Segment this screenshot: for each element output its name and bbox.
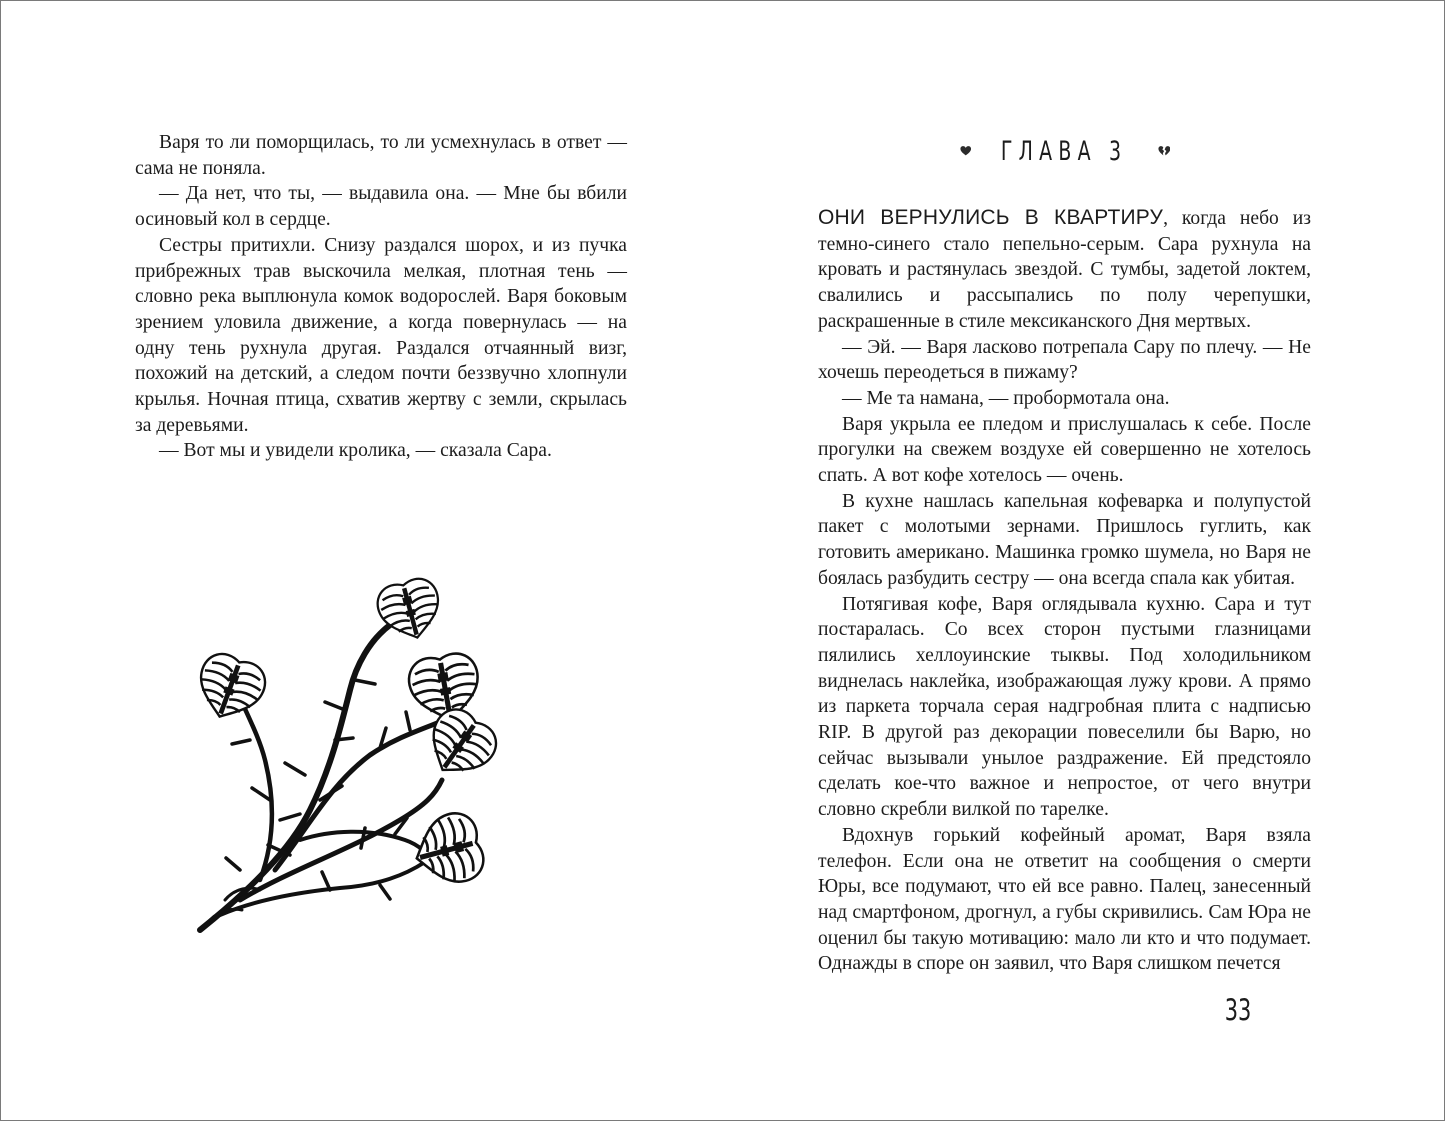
thorny-branch-illustration [180,570,520,945]
chapter-title: ГЛАВА 3 [1001,135,1128,167]
paragraph: — Ме та намана, — пробормотала она. [842,387,1170,409]
page-number: 33 [1224,993,1252,1027]
first-paragraph-text: , когда небо из темно-синего стало пепельно-серым. Сара рухнула на кровать и растянулась звездой. С тумбы, задетой локтем, свалились и рассыпались по полу черепушки, раскрашенные в стиле мексиканского Дня мертвых. [818,208,1311,332]
first-paragraph [818,205,1311,335]
right-page-text [818,205,1311,977]
heart-icon [960,139,971,163]
paragraph: Варя то ли поморщилась, то ли усмехнулась в ответ — сама не поняла. [135,132,627,179]
paragraph: — Эй. — Варя ласково потрепала Сару по плечу. — Не хочешь переодеться в пижаму? [818,336,1311,384]
paragraph: Вдохнув горький кофейный аромат, Варя взяла телефон. Если она не ответит на сообщения о смерти Юры, все подумают, что ей все равно. Палец, занесенный над смартфоном, дрогнул, а губы скривились. Сам Юра не оценил бы такую мотивацию: мало ли кто и что подумает. Однажды в споре он заявил, что Варя слишком печется [818,824,1311,975]
lead-in: ОНИ ВЕРНУЛИСЬ В КВАРТИРУ [818,206,1164,229]
left-page-text [135,130,627,464]
broken-heart-icon [1158,138,1170,164]
paragraph: — Да нет, что ты, — выдавила она. — Мне бы вбили осиновый кол в сердце. [135,183,627,231]
paragraph: Сестры притихли. Снизу раздался шорох, и из пучка прибрежных трав выскочила мелкая, плотная тень — словно река выплюнула комок водорослей. Варя боковым зрением уловила движение, а когда повернулась — на одну тень рухнула другая. Раздался отчаянный визг, похожий на детский, а следом почти беззвучно хлопнули крылья. Ночная птица, схватив жертву с земли, скрылась за деревьями. [135,234,627,436]
paragraph: — Вот мы и увидели кролика, — сказала Сара. [159,440,552,462]
chapter-heading [960,134,1170,168]
paragraph: В кухне нашлась капельная кофеварка и полупустой пакет с молотыми зернами. Пришлось гуглить, как готовить американо. Машинка громко шумела, но Варя не боялась разбудить сестру — она всегда спала как убитая. [818,490,1311,589]
paragraph: Варя укрыла ее пледом и прислушалась к себе. После прогулки на свежем воздухе ей совершенно не хотелось спать. А вот кофе хотелось — очень. [818,413,1311,487]
paragraph: Потягивая кофе, Варя оглядывала кухню. Сара и тут постаралась. Со всех сторон пустыми глазницами пялились хеллоуинские тыквы. Под холодильником виднелась наклейка, изображающая лужу крови. А прямо из паркета торчала серая надгробная плита с надписью RIP. В другой раз декорации повеселили бы Варю, но сейчас вызывали унылое раздражение. Ей предстояло сделать кое-что важное и непростое, от чего внутри словно скребли вилкой по тарелке. [818,593,1311,821]
